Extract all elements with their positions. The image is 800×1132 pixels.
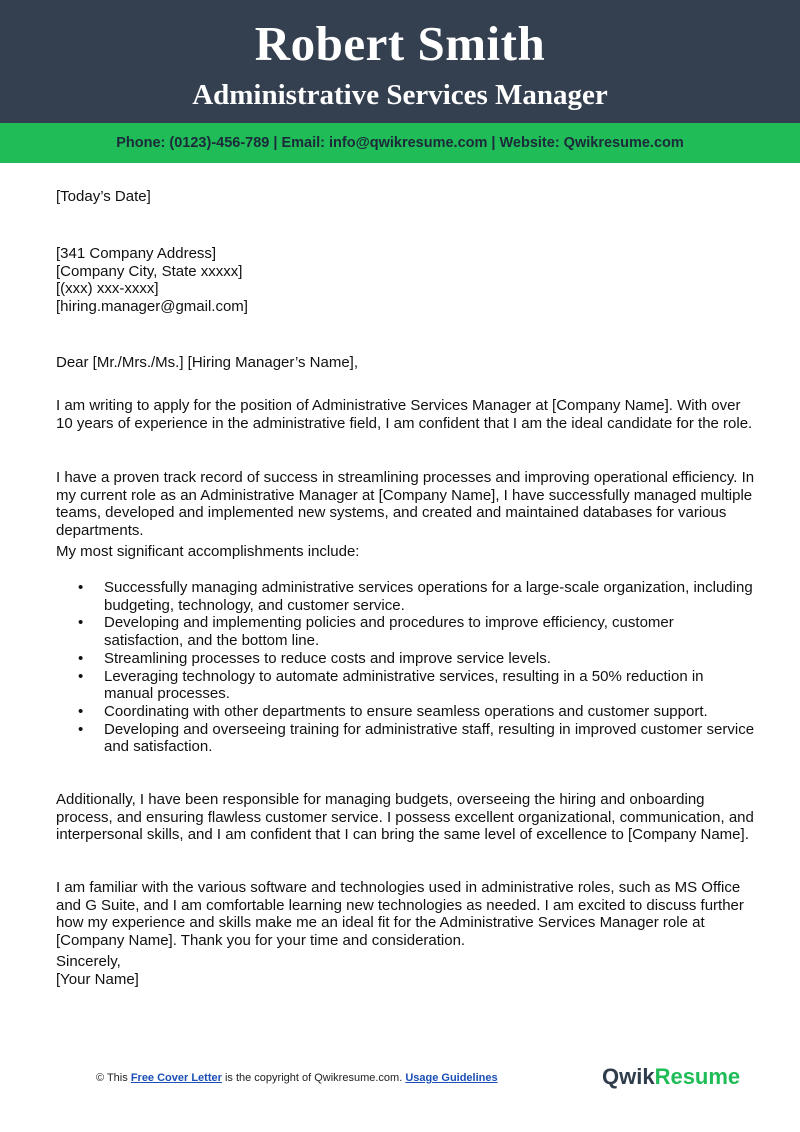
- address-line: [(xxx) xxx-xxxx]: [56, 280, 159, 298]
- footer-prefix: © This: [96, 1072, 131, 1084]
- list-item: • Coordinating with other departments to ensure seamless operations and customer support.: [56, 703, 756, 721]
- copyright-footer: [96, 1071, 498, 1085]
- job-title: Administrative Services Manager: [192, 79, 608, 111]
- logo-part-resume: Resume: [654, 1064, 741, 1089]
- address-line: [Company City, State xxxxx]: [56, 262, 243, 280]
- logo-part-qwik: Qwik: [602, 1064, 655, 1089]
- sign-off: [56, 953, 756, 988]
- paragraph-responsibilities: Additionally, I have been responsible for managing budgets, overseeing the hiring and onboarding process, and ensuring flawless customer service. I possess excellent organizational, communication, and interpersonal skills, and I am confident that I can bring the same level of excellence to [Company Name].: [56, 791, 754, 844]
- contact-bar: [0, 123, 800, 163]
- list-item: • Developing and implementing policies and procedures to improve efficiency, customer satisfaction, and the bottom line.: [56, 614, 756, 649]
- resume-header: [0, 0, 800, 123]
- list-item: • Successfully managing administrative services operations for a large-scale organization, including budgeting, technology, and customer service.: [56, 579, 756, 614]
- paragraph-closing: I am familiar with the various software and technologies used in administrative roles, such as MS Office and G Suite, and I am comfortable learning new technologies as needed. I am excited to discuss further how my experience and skills make me an ideal fit for the Administrative Services Manager role at [Company Name]. Thank you for your time and consideration.: [56, 879, 744, 950]
- address-line: [hiring.manager@gmail.com]: [56, 298, 248, 316]
- free-cover-letter-link[interactable]: Free Cover Letter: [130, 1072, 222, 1084]
- list-item: • Streamlining processes to reduce costs and improve service levels.: [56, 650, 756, 668]
- list-item: • Developing and overseeing training for administrative staff, resulting in improved customer service and satisfaction.: [56, 721, 756, 756]
- address-line: [341 Company Address]: [56, 245, 217, 262]
- accomplishments-intro: My most significant accomplishments include:: [56, 543, 360, 560]
- signature: [Your Name]: [56, 970, 139, 988]
- usage-guidelines-link[interactable]: Usage Guidelines: [405, 1072, 498, 1084]
- footer-middle: is the copyright of Qwikresume.com.: [221, 1072, 406, 1084]
- list-item: • Leveraging technology to automate administrative services, resulting in a 50% reduction in manual processes.: [56, 668, 756, 703]
- contact-info: Phone: (0123)-456-789 | Email: info@qwikresume.com | Website: Qwikresume.com: [116, 135, 684, 151]
- accomplishments-list: [56, 579, 756, 756]
- paragraph-intro: I am writing to apply for the position of Administrative Services Manager at [Company Name]. With over 10 years of experience in the administrative field, I am confident that I am the ideal candidate for the role.: [56, 397, 753, 432]
- closing: Sincerely,: [56, 953, 121, 970]
- salutation: Dear [Mr./Mrs./Ms.] [Hiring Manager’s Name],: [56, 354, 359, 371]
- paragraph-experience: I have a proven track record of success in streamlining processes and improving operational efficiency. In my current role as an Administrative Manager at [Company Name], I have successfully managed multiple teams, developed and implemented new systems, and created and maintained databases for various departments.: [56, 469, 755, 540]
- candidate-name: Robert Smith: [254, 16, 546, 71]
- letter-date: [Today’s Date]: [56, 188, 151, 205]
- recipient-address: [56, 245, 756, 316]
- qwikresume-logo: [602, 1063, 740, 1091]
